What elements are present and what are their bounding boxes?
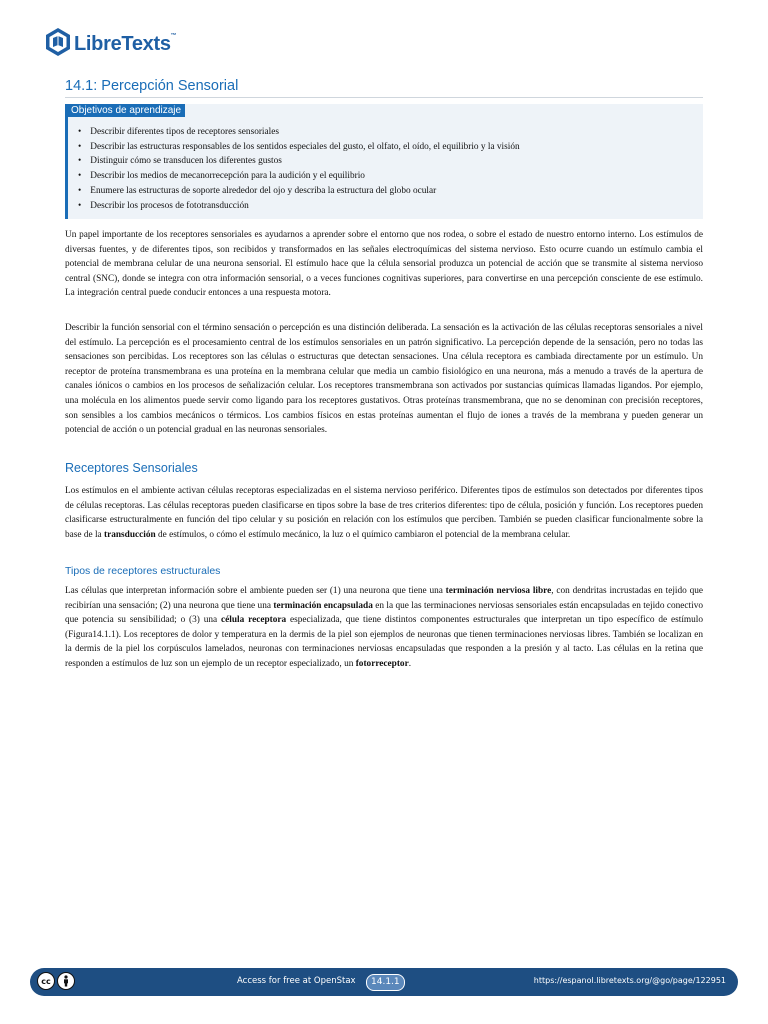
page-footer — [30, 968, 738, 996]
subsection-paragraph-tipos: Las células que interpretan información sobre el ambiente pueden ser (1) una neurona que tiene una terminación nerviosa libre, con dendritas incrustadas en tejido que recibirían una sensación; (2) una neurona que tiene una terminación encapsulada en la que las terminaciones nerviosas sensoriales están encapsuladas en tejido conectivo que potencia su sensibilidad; o (3) una célula receptora especializada, que tiene distintos componentes estructurales que interpretan un tipo específico de estímulo (Figura14.1.1). Los receptores de dolor y temperatura en la dermis de la piel son ejemplos de neuronas que tienen terminaciones nerviosas libres. También se localizan en la dermis de la piel los corpúsculos lamelados, neuronas con terminaciones nerviosas encapsuladas que responden a la presión y al tacto. Las células en la retina que responden a estímulos de luz son un ejemplo de un receptor especializado, un fotorreceptor. — [65, 586, 704, 669]
term-fotorreceptor: fotorreceptor — [355, 658, 409, 669]
list-item: • Describir diferentes tipos de receptores sensoriales — [78, 125, 520, 140]
intro-paragraph-1: Un papel importante de los receptores sensoriales es ayudarnos a aprender sobre el entorno que nos rodea, o sobre el estado de nuestro entorno interno. Los estímulos de diversas fuentes, y de diferentes tipos, son recibidos y transformados en las señales electroquímicas del sistema nervioso. Esto ocurre cuando un estímulo cambia el potencial de membrana celular de una neurona sensorial. El estímulo hace que la célula sensorial produzca un potencial de acción que se transmite al sistema nervioso central (SNC), donde se integra con otra información sensorial, o a veces funciones cognitivas superiores, para convertirse en una percepción consciente de ese estímulo. La integración central puede conducir entonces a una respuesta motora. — [65, 230, 703, 299]
logo-wordmark: LibreTexts™ — [74, 33, 177, 55]
section-paragraph-receptores: Los estímulos en el ambiente activan células receptoras especializadas en el sistema nervioso periférico. Diferentes tipos de estímulos son detectados por diferentes tipos de células receptoras. Las células receptoras pueden clasificarse en tipos sobre la base de tres criterios diferentes: tipo de célula, posición y función. Los receptores pueden clasificarse estructuralmente en función del tipo celular y su posición en relación con los estímulos que perciben. También se pueden clasificar funcionalmente sobre la base de la transducción de estímulos, o cómo el estímulo mecánico, la luz o el químico cambiaron el potencial de la membrana celular. — [65, 486, 703, 540]
page-title: 14.1: Percepción Sensorial — [65, 78, 703, 98]
cc-license-badge[interactable] — [37, 972, 77, 990]
term-terminacion-encapsulada: terminación encapsulada — [273, 600, 373, 611]
list-item: • Describir las estructuras responsables de los sentidos especiales del gusto, el olfato, el oído, el equilibrio y la visión — [78, 140, 520, 155]
intro-paragraph-2: Describir la función sensorial con el término sensación o percepción es una distinción deliberada. La sensación es la activación de las células receptoras sensoriales a nivel del estímulo. La percepción es el procesamiento central de los estímulos sensoriales en un patrón significativo. La percepción depende de la sensación, pero no todas las sensaciones son percibidas. Los receptores son las células o estructuras que detectan sensaciones. Una célula receptora es cambiada directamente por un estímulo. Un receptor de proteína transmembrana es una proteína en la membrana celular que media un cambio fisiológico en una neurona, más a menudo a través de la apertura de canales iónicos o cambios en los procesos de señalización celular. Los receptores transmembrana son activados por sustancias químicas llamadas ligandos. Por ejemplo, una molécula en los alimentos puede servir como ligando para los receptores gustativos. Otras proteínas transmembrana, que no se denominan con precisión receptores, son sensibles a los cambios mecánicos o térmicos. Los cambios físicos en estas proteínas aumentan el flujo de iones a través de la membrana y pueden generar un potencial de acción o un potencial gradual en las neuronas sensoriales. — [65, 323, 703, 436]
page-url-link[interactable]: https://espanol.libretexts.org/@go/page/122951 — [533, 976, 726, 985]
list-item: • Distinguir cómo se transducen los diferentes gustos — [78, 154, 520, 169]
learning-objectives-list — [78, 125, 520, 213]
learning-objectives-box — [65, 104, 703, 219]
list-item: • Describir los medios de mecanorrecepción para la audición y el equilibrio — [78, 169, 520, 184]
section-heading-receptores: Receptores Sensoriales — [65, 461, 198, 475]
term-celula-receptora: célula receptora — [221, 615, 287, 626]
cc-icon: cc — [37, 972, 55, 990]
subsection-heading-tipos: Tipos de receptores estructurales — [65, 565, 221, 577]
libretexts-logo-icon — [45, 27, 71, 62]
learning-objectives-label: Objetivos de aprendizaje — [68, 104, 185, 117]
list-item: • Describir los procesos de fototransducción — [78, 199, 520, 214]
list-item: • Enumere las estructuras de soporte alrededor del ojo y describa la estructura del globo ocular — [78, 184, 520, 199]
openstax-access-text: Access for free at OpenStax — [237, 976, 356, 986]
trademark-mark: ™ — [170, 33, 177, 39]
libretexts-logo[interactable] — [45, 27, 176, 62]
attribution-icon — [57, 972, 75, 990]
term-terminacion-libre: terminación nerviosa libre — [445, 586, 552, 596]
page-number-badge: 14.1.1 — [366, 974, 405, 991]
term-transduccion: transducción — [103, 529, 156, 540]
